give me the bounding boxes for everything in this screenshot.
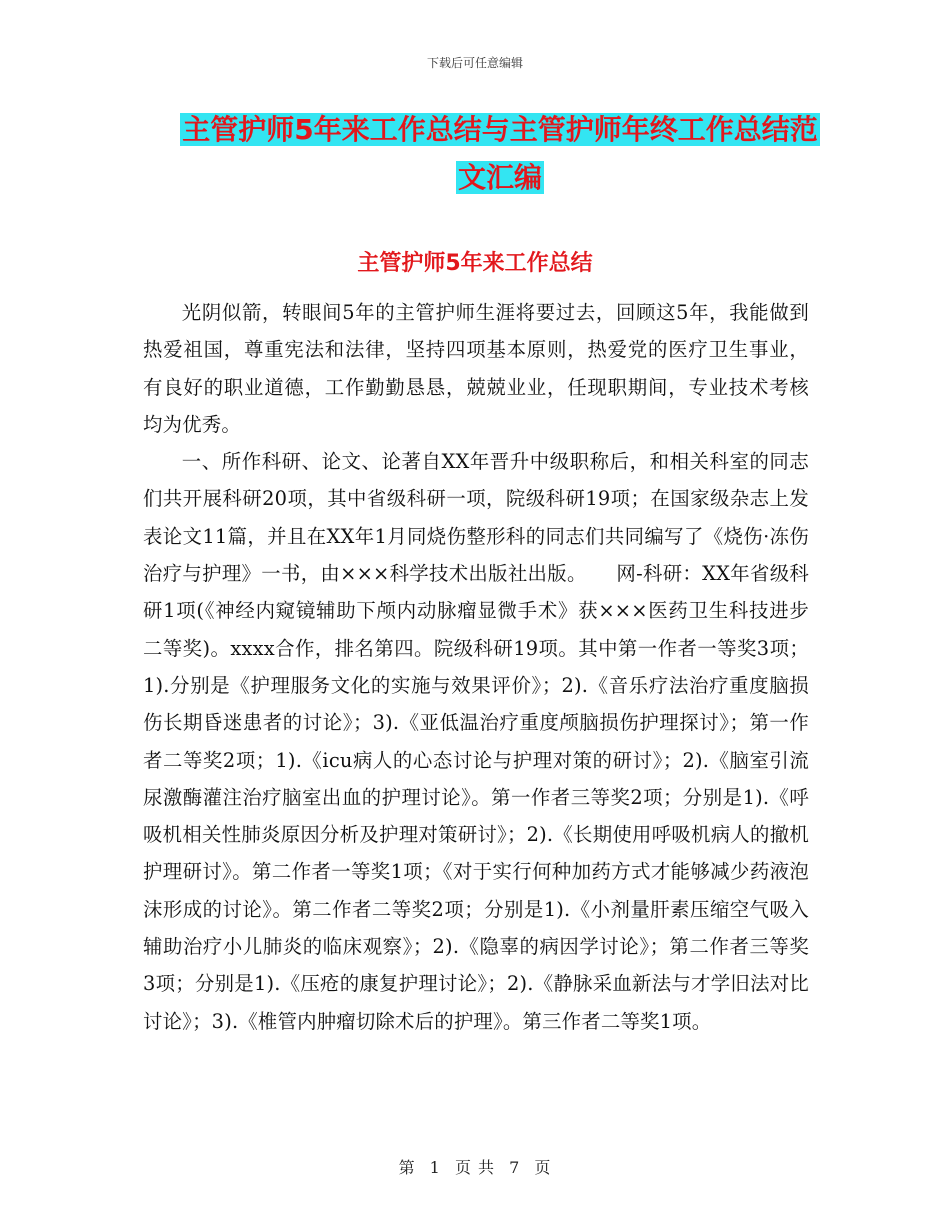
footer-prefix: 第 <box>398 1158 416 1177</box>
section-title: 主管护师5年来工作总结 <box>357 251 593 276</box>
document-title-line1: 主管护师5年来工作总结与主管护师年终工作总结范 <box>182 113 818 146</box>
footer-suffix: 页 <box>534 1158 552 1177</box>
header-note: 下载后可任意编辑 <box>426 56 523 70</box>
document-body <box>143 294 809 1040</box>
page-footer <box>0 1155 950 1178</box>
body-paragraph-research: 一、所作科研、论文、论著自XX年晋升中级职称后，和相关科室的同志们共开展科研20项，其中省级科研一项，院级科研19项；在国家级杂志上发表论文11篇，并且在XX年1月同烧伤整形科的同志们共同编写了《烧伤·冻伤治疗与护理》一书，由×××科学技术出版社出版。 网-科研：XX年省级科研1项(《神经内窥镜辅助下颅内动脉瘤显微手术》获×××医药卫生科技进步二等奖)。xxxx合作，排名第四。院级科研19项。其中第一作者一等奖3项；1).分别是《护理服务文化的实施与效果评价》；2).《音乐疗法治疗重度脑损伤长期昏迷患者的讨论》；3).《亚低温治疗重度颅脑损伤护理探讨》；第一作者二等奖2项；1).《icu病人的心态讨论与护理对策的研讨》；2).《脑室引流尿激酶灌注治疗脑室出血的护理讨论》。第一作者三等奖2项；分别是1).《呼吸机相关性肺炎原因分析及护理对策研讨》；2).《长期使用呼吸机病人的撤机护理研讨》。第二作者一等奖1项；《对于实行何种加药方式才能够减少药液泡沫形成的讨论》。第二作者二等奖2项；分别是1).《小剂量肝素压缩空气吸入辅助治疗小儿肺炎的临床观察》；2).《隐辜的病因学讨论》；第二作者三等奖3项；分别是1).《压疮的康复护理讨论》；2).《静脉采血新法与才学旧法对比讨论》；3).《椎管内肿瘤切除术后的护理》。第三作者二等奖1项。 <box>143 450 809 1033</box>
document-title <box>140 106 860 202</box>
footer-current-page: 1 <box>429 1158 441 1177</box>
footer-middle: 页 共 <box>454 1158 496 1177</box>
body-paragraph-intro: 光阴似箭，转眼间5年的主管护师生涯将要过去，回顾这5年，我能做到热爱祖国，尊重宪法和法律，坚持四项基本原则，热爱党的医疗卫生事业，有良好的职业道德，工作勤勤恳恳，兢兢业业，任现职期间，专业技术考核均为优秀。 <box>143 301 809 436</box>
document-title-line2: 文汇编 <box>457 161 542 194</box>
footer-total-pages: 7 <box>509 1158 521 1177</box>
